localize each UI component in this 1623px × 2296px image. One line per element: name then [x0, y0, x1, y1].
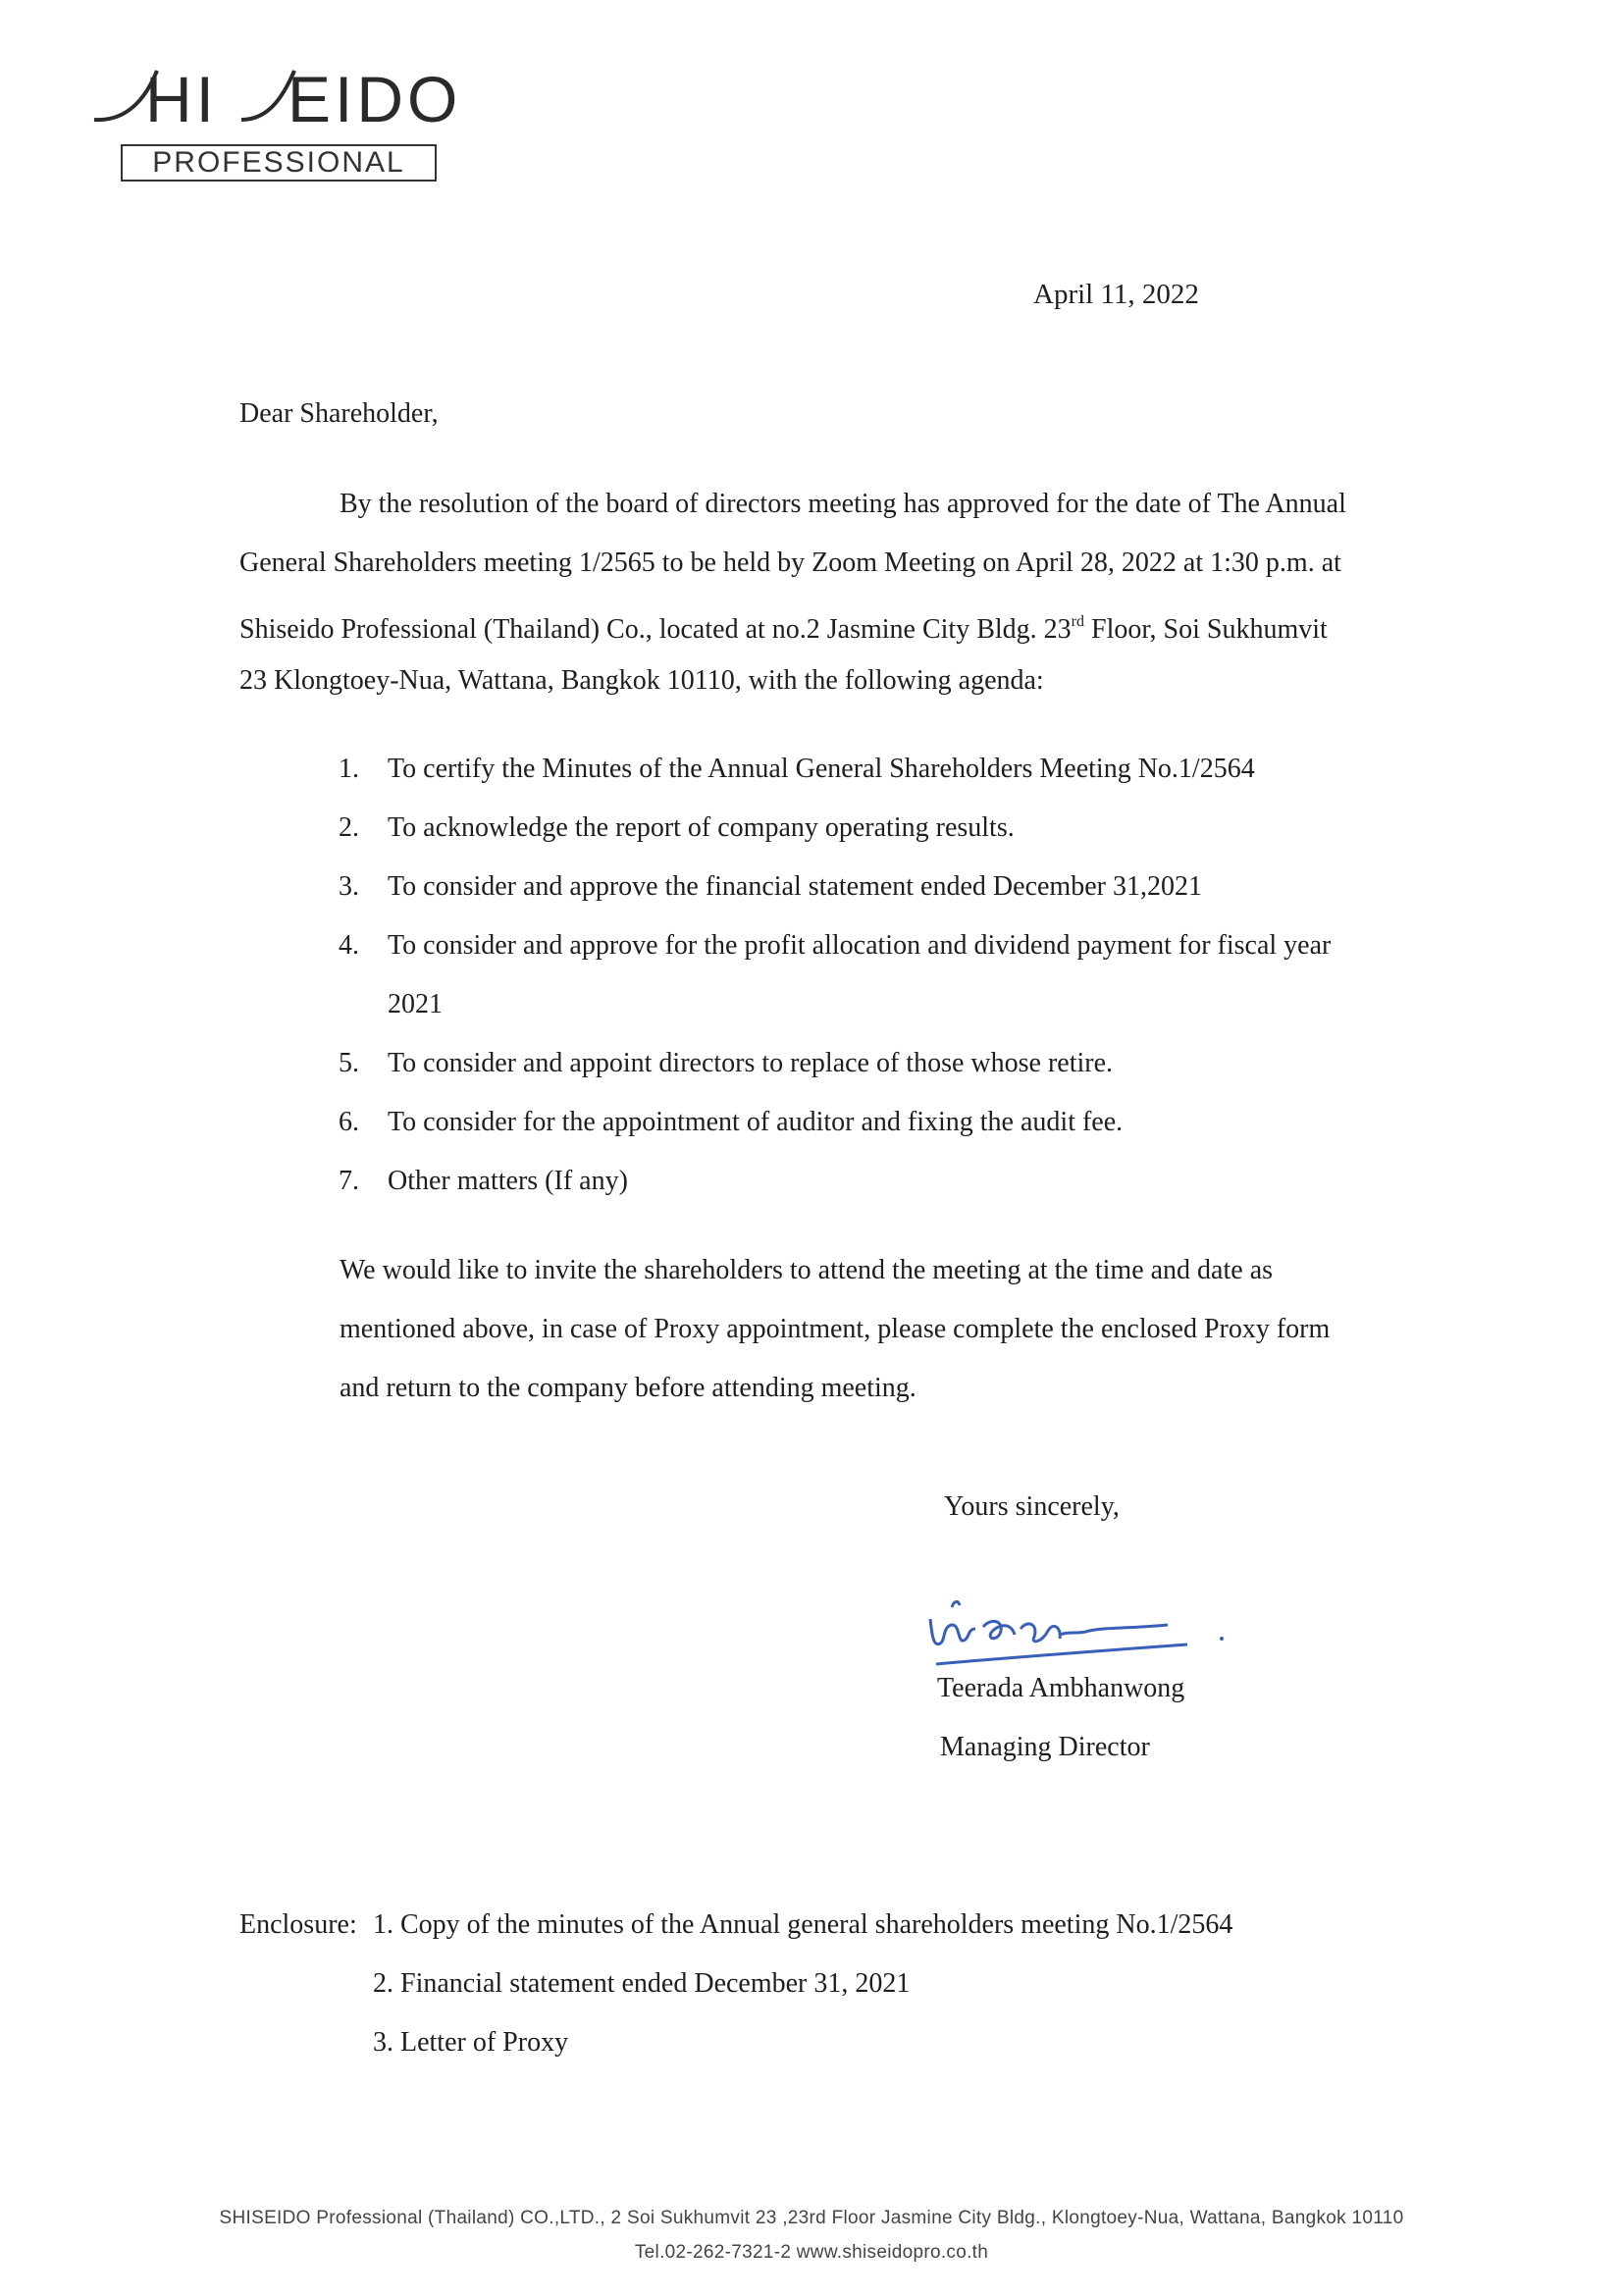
footer-address: SHISEIDO Professional (Thailand) CO.,LTD., 2 Soi Sukhumvit 23 ,23rd Floor Jasmine City Bldg., Klongtoey-Nua, Wattana, Bangkok 10110 [219, 2208, 1404, 2228]
closing-line-1: We would like to invite the shareholders to attend the meeting at the time and date as [340, 1255, 1274, 1285]
agenda-text: Other matters (If any) [388, 1166, 628, 1196]
agenda-text: To consider and approve for the profit allocation and dividend payment for fiscal year [388, 930, 1332, 961]
shiseido-wordmark [86, 61, 498, 139]
agenda-number: 5. [339, 1048, 359, 1078]
agenda-text: To consider for the appointment of auditor and fixing the audit fee. [388, 1107, 1124, 1137]
agenda-number: 6. [339, 1107, 359, 1137]
agenda-text: To certify the Minutes of the Annual General Shareholders Meeting No.1/2564 [388, 754, 1255, 784]
footer-contact: Tel.02-262-7321-2 www.shiseidopro.co.th [634, 2242, 989, 2263]
enclosure-item: 3. Letter of Proxy [373, 2027, 569, 2058]
agenda-number: 2. [339, 812, 359, 843]
signer-title: Managing Director [940, 1732, 1150, 1762]
agenda-number: 7. [339, 1166, 359, 1196]
logo-subtitle: PROFESSIONAL [121, 144, 437, 182]
agenda-text: To consider and appoint directors to replace of those whose retire. [388, 1048, 1114, 1078]
closing-line-2: mentioned above, in case of Proxy appointment, please complete the enclosed Proxy form [340, 1314, 1331, 1344]
agenda-text: To acknowledge the report of company operating results. [388, 812, 1015, 843]
handwritten-signature [913, 1570, 1236, 1678]
enclosure-item: 2. Financial statement ended December 31, 2021 [373, 1968, 911, 1999]
valediction: Yours sincerely, [944, 1491, 1120, 1522]
intro-line-4: 23 Klongtoey-Nua, Wattana, Bangkok 10110, with the following agenda: [239, 665, 1044, 696]
agenda-text: To consider and approve the financial statement ended December 31,2021 [388, 871, 1202, 902]
agenda-number: 1. [339, 754, 359, 784]
intro-line-1: By the resolution of the board of directors meeting has approved for the date of The Annual [340, 489, 1346, 519]
closing-line-3: and return to the company before attending meeting. [340, 1373, 916, 1403]
agenda-number: 4. [339, 930, 359, 961]
signer-name: Teerada Ambhanwong [937, 1673, 1185, 1703]
intro-line-3-tail: Floor, Soi Sukhumvit [1084, 614, 1328, 645]
agenda-text-continued: 2021 [388, 989, 443, 1019]
superscript-rd: rd [1071, 613, 1084, 630]
agenda-number: 3. [339, 871, 359, 902]
intro-line-2: General Shareholders meeting 1/2565 to be held by Zoom Meeting on April 28, 2022 at 1:30 p.m. at [239, 548, 1341, 578]
intro-line-3-text: Shiseido Professional (Thailand) Co., located at no.2 Jasmine City Bldg. 23 [239, 614, 1072, 645]
svg-text:HI: HI [145, 63, 218, 135]
enclosure-label: Enclosure: [239, 1909, 357, 1940]
svg-text:EIDO: EIDO [288, 63, 462, 135]
letter-date: April 11, 2022 [1033, 279, 1199, 310]
salutation: Dear Shareholder, [239, 398, 439, 429]
enclosure-item: 1. Copy of the minutes of the Annual general shareholders meeting No.1/2564 [373, 1909, 1233, 1940]
intro-line-3 [239, 605, 1328, 647]
